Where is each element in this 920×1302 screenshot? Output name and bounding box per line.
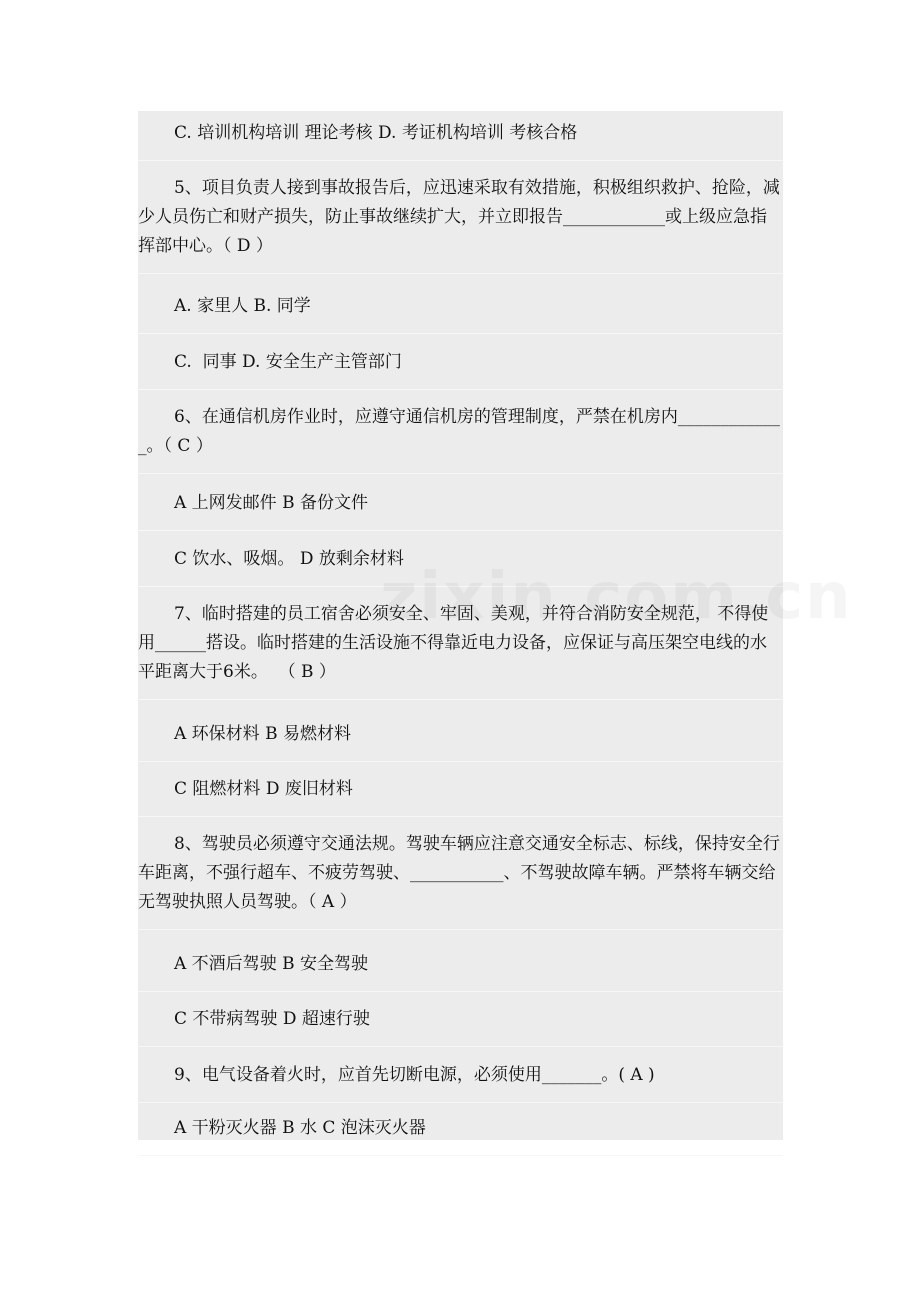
q6-options-ab: A 上网发邮件 B 备份文件 xyxy=(138,489,783,518)
question-9: 9、电气设备着火时，应首先切断电源，必须使用_______。( A ) xyxy=(138,1061,783,1090)
q5-options-cd: C. 同事 D. 安全生产主管部门 xyxy=(138,348,783,377)
q7-options-ab: A 环保材料 B 易燃材料 xyxy=(138,720,783,749)
document-panel xyxy=(138,111,783,1140)
question-7: 7、临时搭建的员工宿舍必须安全、牢固、美观，并符合消防安全规范， 不得使用______搭设。临时搭建的生活设施不得靠近电力设备，应保证与高压架空电线的水平距离大于6米。 （ B ） xyxy=(138,600,783,687)
q9-options: A 干粉灭火器 B 水 C 泡沫灭火器 xyxy=(138,1114,783,1143)
q5-options-ab: A. 家里人 B. 同学 xyxy=(138,292,783,321)
q6-options-cd: C 饮水、吸烟。 D 放剩余材料 xyxy=(138,545,783,574)
question-5: 5、项目负责人接到事故报告后，应迅速采取有效措施，积极组织救护、抢险，减少人员伤亡和财产损失，防止事故继续扩大，并立即报告____________或上级应急指挥部中心。（ D ） xyxy=(138,174,783,261)
q7-options-cd: C 阻燃材料 D 废旧材料 xyxy=(138,775,783,804)
q4-options-line: C. 培训机构培训 理论考核 D. 考证机构培训 考核合格 xyxy=(138,119,783,148)
question-6: 6、在通信机房作业时，应遵守通信机房的管理制度，严禁在机房内_____________。（ C ） xyxy=(138,403,783,461)
q8-options-cd: C 不带病驾驶 D 超速行驶 xyxy=(138,1005,783,1034)
question-8: 8、驾驶员必须遵守交通法规。驾驶车辆应注意交通安全标志、标线，保持安全行车距离，不强行超车、不疲劳驾驶、___________、不驾驶故障车辆。严禁将车辆交给无驾驶执照人员驾驶。（ A ） xyxy=(138,830,783,917)
q8-options-ab: A 不酒后驾驶 B 安全驾驶 xyxy=(138,950,783,979)
